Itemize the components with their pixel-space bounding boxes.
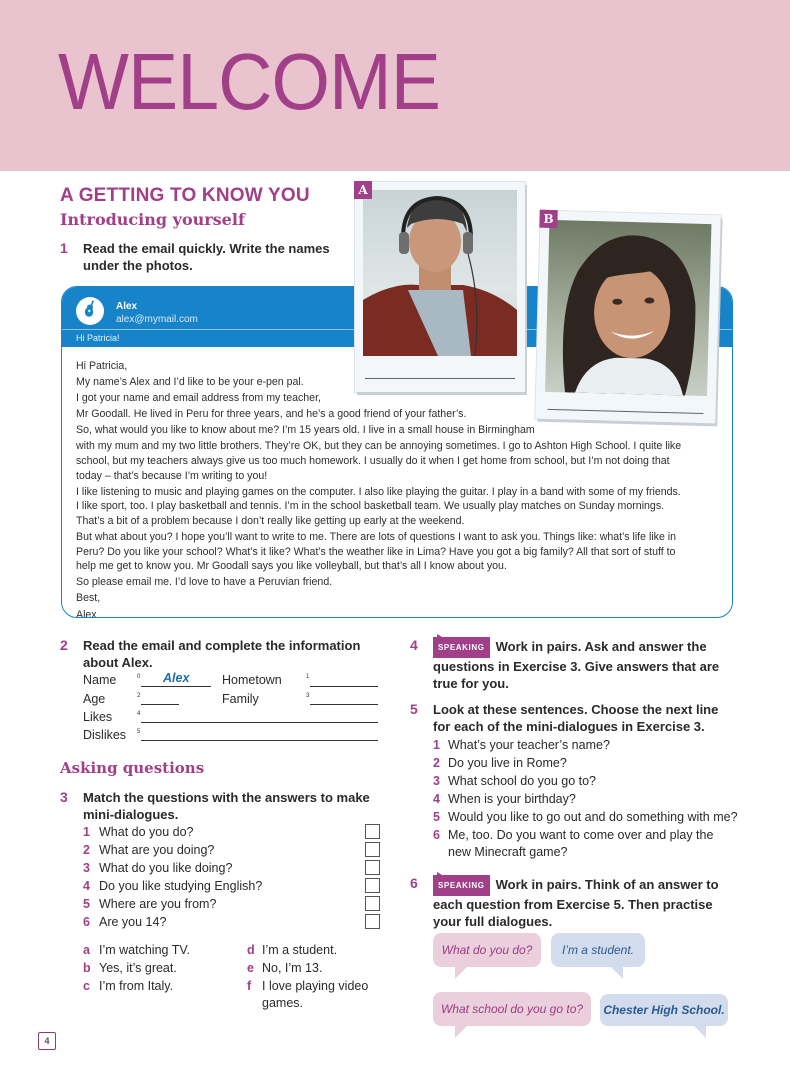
answer-text: I’m a student. xyxy=(262,943,338,957)
field-input-age[interactable] xyxy=(141,704,179,705)
exercise-5-number: 5 xyxy=(410,701,418,717)
exercise-2-instruction: Read the email and complete the information about Alex. xyxy=(83,638,361,670)
field-index: 3 xyxy=(306,693,310,699)
email-line: today – that’s because I’m writing to you! xyxy=(76,469,268,482)
sentence-number: 2 xyxy=(433,756,440,770)
answer-text: Yes, it’s great. xyxy=(99,961,177,975)
photo-frame-b xyxy=(535,211,720,424)
field-input-hometown[interactable] xyxy=(310,686,378,687)
email-line: Mr Goodall. He lived in Peru for three years, and he’s a good friend of your father’s. xyxy=(76,408,467,421)
exercise-6-instruction xyxy=(433,875,733,930)
answer-letter: a xyxy=(83,943,90,957)
exercise-4-text: Work in pairs. Ask and answer the questions in Exercise 3. Give answers that are true for you. xyxy=(433,639,720,691)
question-number: 6 xyxy=(83,915,90,929)
answer-text: I’m watching TV. xyxy=(99,943,191,957)
email-subject: Hi Patricia! xyxy=(76,333,120,343)
email-line: Best, xyxy=(76,592,101,605)
field-value-name: Alex xyxy=(163,671,190,685)
page-title: WELCOME xyxy=(58,37,440,126)
email-line: help me get to know you. Mr Goodall says you like volleyball, but that’s all I know about you. xyxy=(76,560,507,573)
sentence-text: What school do you go to? xyxy=(448,774,597,788)
answer-letter: b xyxy=(83,961,91,975)
field-label-age: Age xyxy=(83,692,106,706)
answer-checkbox[interactable] xyxy=(365,896,380,911)
question-number: 1 xyxy=(83,825,90,839)
sentence-number: 6 xyxy=(433,828,440,842)
field-label-hometown: Hometown xyxy=(222,673,282,687)
sender-name: Alex xyxy=(116,301,138,312)
speaking-badge: SPEAKING xyxy=(433,875,490,896)
question-text: Do you like studying English? xyxy=(99,879,263,893)
exercise-1-number: 1 xyxy=(60,240,68,256)
sentence-number: 3 xyxy=(433,774,440,788)
field-label-family: Family xyxy=(222,692,259,706)
speech-bubble-answer: I’m a student. xyxy=(551,933,645,967)
answer-checkbox[interactable] xyxy=(365,824,380,839)
sentence-number: 5 xyxy=(433,810,440,824)
email-line: But what about you? I hope you’ll want to write to me. There are lots of questions I want to ask you. Things like: what’s life like in xyxy=(76,531,677,544)
email-line: So please email me. I’d love to have a Peruvian friend. xyxy=(76,576,333,589)
exercise-3-instruction: Match the questions with the answers to make mini-dialogues. xyxy=(83,790,370,822)
name-answer-line-b[interactable] xyxy=(548,409,704,414)
photo-boy xyxy=(363,190,517,356)
field-index: 1 xyxy=(306,674,310,680)
speech-bubble-answer: Chester High School. xyxy=(600,994,728,1026)
field-input-likes[interactable] xyxy=(141,722,378,723)
email-line: My name’s Alex and I’d like to be your e-pen pal. xyxy=(76,376,304,389)
sender-email: alex@mymail.com xyxy=(116,314,198,325)
photo-frame-a xyxy=(355,182,525,392)
email-line: Peru? Do you like your school? What’s it like? What’s the weather like in Lima? Have you got a big family? All that sort of stuff to xyxy=(76,545,676,558)
field-index: 2 xyxy=(137,693,141,699)
email-line: I like sport, too. I play basketball and tennis. I’m in the school basketball team. We usually play matches on Sunday mornings. xyxy=(76,500,665,513)
email-line: with my mum and my two little brothers. They’re OK, but they can be annoying sometimes. I go to Ashton High School. I quite like xyxy=(76,440,682,453)
welcome-banner xyxy=(0,0,790,171)
question-text: Are you 14? xyxy=(99,915,167,929)
speech-bubble-question: What school do you go to? xyxy=(433,992,591,1026)
field-input-name[interactable] xyxy=(141,686,211,687)
question-text: What are you doing? xyxy=(99,843,215,857)
question-text: What do you do? xyxy=(99,825,194,839)
email-line: Alex xyxy=(76,608,97,618)
answer-checkbox[interactable] xyxy=(365,842,380,857)
section-subtitle: Introducing yourself xyxy=(60,210,245,229)
exercise-4-instruction xyxy=(433,637,733,692)
answer-checkbox[interactable] xyxy=(365,860,380,875)
email-line: That’s a bit of a problem because I don’t really like getting up early at the weekend. xyxy=(76,514,465,527)
sentence-number: 1 xyxy=(433,738,440,752)
asking-questions-heading: Asking questions xyxy=(60,759,205,777)
field-index: 5 xyxy=(137,729,141,735)
answer-text: No, I’m 13. xyxy=(262,961,323,975)
sender-avatar xyxy=(76,297,104,325)
photo-tag-b: B xyxy=(539,210,557,228)
section-title: A GETTING TO KNOW YOU xyxy=(60,185,310,206)
speaking-badge: SPEAKING xyxy=(433,637,490,658)
question-text: What do you like doing? xyxy=(99,861,233,875)
sentence-text: When is your birthday? xyxy=(448,792,576,806)
exercise-2-number: 2 xyxy=(60,637,68,653)
field-index: 4 xyxy=(137,711,141,717)
email-line: Hi Patricia, xyxy=(76,360,128,372)
sentence-text: Would you like to go out and do something with me? xyxy=(448,810,738,824)
email-line: I like listening to music and playing games on the computer. I also like playing the guitar. I play in a band with some of my friends. xyxy=(76,485,681,498)
question-number: 3 xyxy=(83,861,90,875)
page-number: 4 xyxy=(38,1032,56,1050)
field-label-likes: Likes xyxy=(83,710,113,724)
answer-letter: e xyxy=(247,961,254,975)
question-number: 4 xyxy=(83,879,90,893)
question-number: 2 xyxy=(83,843,90,857)
sentence-text: Do you live in Rome? xyxy=(448,756,567,770)
field-input-family[interactable] xyxy=(310,704,378,705)
exercise-1-instruction: Read the email quickly. Write the names under the photos. xyxy=(83,241,330,273)
field-label-dislikes: Dislikes xyxy=(83,728,127,742)
field-index: 0 xyxy=(137,674,141,680)
answer-text: I’m from Italy. xyxy=(99,979,174,993)
photo-tag-a: A xyxy=(354,181,372,199)
exercise-6-text: Work in pairs. Think of an answer to each question from Exercise 5. Then practise your full dialogues. xyxy=(433,877,719,929)
answer-text: I love playing video games. xyxy=(262,979,369,1010)
exercise-3-number: 3 xyxy=(60,789,68,805)
exercise-6-number: 6 xyxy=(410,875,418,891)
answer-checkbox[interactable] xyxy=(365,914,380,929)
email-line: So, what would you like to know about me? I’m 15 years old. I live in a small house in Birmingham xyxy=(76,424,535,437)
photo-girl xyxy=(545,220,711,396)
question-text: Where are you from? xyxy=(99,897,217,911)
answer-letter: f xyxy=(247,979,252,993)
email-line: I got your name and email address from my teacher, xyxy=(76,392,321,405)
field-label-name: Name xyxy=(83,673,117,687)
name-answer-line-a[interactable] xyxy=(365,378,515,379)
field-input-dislikes[interactable] xyxy=(141,740,378,741)
guitar-icon xyxy=(82,300,98,323)
sentence-text: Me, too. Do you want to come over and play the new Minecraft game? xyxy=(448,828,714,859)
answer-letter: d xyxy=(247,943,255,957)
answer-letter: c xyxy=(83,979,90,993)
exercise-4-number: 4 xyxy=(410,637,418,653)
question-number: 5 xyxy=(83,897,90,911)
sentence-text: What’s your teacher’s name? xyxy=(448,738,610,752)
answer-checkbox[interactable] xyxy=(365,878,380,893)
speech-bubble-question: What do you do? xyxy=(433,933,541,967)
email-line: school, but my teachers always give us too much homework. I usually do it when I get home from school, but I’m not doing that xyxy=(76,455,670,468)
exercise-5-instruction: Look at these sentences. Choose the next line for each of the mini-dialogues in Exercise 3. xyxy=(433,702,719,734)
sentence-number: 4 xyxy=(433,792,440,806)
